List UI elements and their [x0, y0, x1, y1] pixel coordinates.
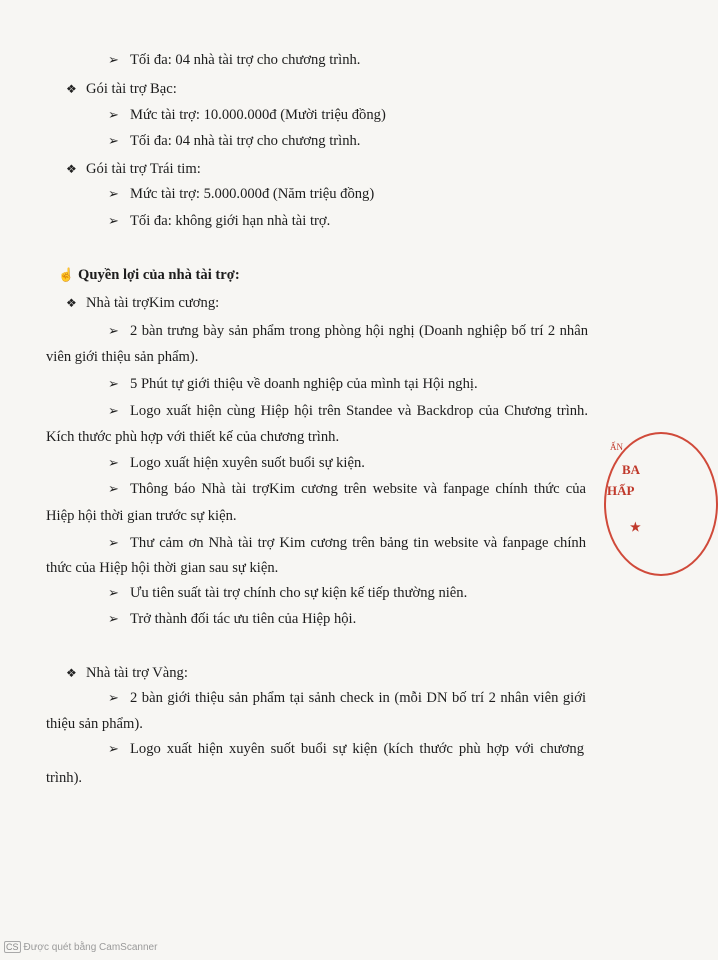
benefit-priority-sponsor: ➢ Ưu tiên suất tài trợ chính cho sự kiện kế tiếp thường niên. — [108, 585, 468, 601]
diamond-bullet-icon: ❖ — [66, 82, 77, 96]
pointing-hand-icon: ☝ — [58, 267, 75, 282]
arrow-bullet-icon: ➢ — [108, 455, 119, 470]
benefit-gold-tables: ➢ 2 bàn giới thiệu sản phẩm tại sảnh check in (mỗi DN bố trí 2 nhân viên giới — [108, 690, 586, 706]
diamond-bullet-icon: ❖ — [66, 162, 77, 176]
diamond-bullet-icon: ❖ — [66, 296, 77, 310]
arrow-bullet-icon: ➢ — [108, 52, 119, 67]
line-heart-max: ➢ Tối đa: không giới hạn nhà tài trợ. — [108, 213, 331, 229]
benefits-heading: ☝ Quyền lợi của nhà tài trợ: — [58, 267, 240, 283]
arrow-bullet-icon: ➢ — [108, 481, 119, 496]
seal-ring — [604, 432, 718, 576]
benefit-logo-standee-cont: Kích thước phù hợp với thiết kế của chương trình. — [46, 429, 340, 445]
arrow-bullet-icon: ➢ — [108, 376, 119, 391]
arrow-bullet-icon: ➢ — [108, 186, 119, 201]
arrow-bullet-icon: ➢ — [108, 107, 119, 122]
benefit-priority-partner: ➢ Trở thành đối tác ưu tiên của Hiệp hội. — [108, 611, 357, 627]
benefit-thank-you-cont: thức của Hiệp hội thời gian sau sự kiện. — [46, 560, 279, 576]
package-heart-heading: ❖ Gói tài trợ Trái tim: — [66, 161, 201, 177]
arrow-bullet-icon: ➢ — [108, 585, 119, 600]
package-silver-heading: ❖ Gói tài trợ Bạc: — [66, 81, 177, 97]
benefit-logo-standee: ➢ Logo xuất hiện cùng Hiệp hội trên Standee và Backdrop của Chương trình. — [108, 403, 588, 419]
benefit-gold-tables-cont: thiệu sản phẩm). — [46, 716, 143, 732]
diamond-bullet-icon: ❖ — [66, 666, 77, 680]
camscanner-watermark — [4, 941, 157, 953]
watermark-text: Được quét bằng CamScanner — [23, 942, 158, 953]
benefit-logo-event: ➢ Logo xuất hiện xuyên suốt buổi sự kiện. — [108, 455, 365, 471]
camscanner-logo-icon: CS — [6, 942, 19, 952]
seal-text-line2: HẤP — [607, 483, 635, 498]
arrow-bullet-icon: ➢ — [108, 403, 119, 418]
benefit-thank-you: ➢ Thư cảm ơn Nhà tài trợ Kim cương trên bảng tin website và fanpage chính — [108, 535, 586, 551]
benefit-gold-logo: ➢ Logo xuất hiện xuyên suốt buổi sự kiện (kích thước phù hợp với chương — [108, 741, 584, 757]
diamond-sponsor-heading: ❖ Nhà tài trợKim cương: — [66, 295, 220, 311]
line-silver-amount: ➢ Mức tài trợ: 10.000.000đ (Mười triệu đồng) — [108, 107, 386, 123]
seal-text-line1: BA — [622, 462, 641, 477]
arrow-bullet-icon: ➢ — [108, 133, 119, 148]
gold-sponsor-heading: ❖ Nhà tài trợ Vàng: — [66, 665, 188, 681]
benefit-gold-logo-cont: trình). — [46, 770, 83, 786]
arrow-bullet-icon: ➢ — [108, 611, 119, 626]
arrow-bullet-icon: ➢ — [108, 323, 119, 338]
seal-star-icon: ★ — [630, 520, 641, 534]
red-seal-stamp — [596, 432, 686, 572]
arrow-bullet-icon: ➢ — [108, 690, 119, 705]
arrow-bullet-icon: ➢ — [108, 741, 119, 756]
benefit-intro-minutes: ➢ 5 Phút tự giới thiệu về doanh nghiệp của mình tại Hội nghị. — [108, 376, 478, 392]
benefit-announcement: ➢ Thông báo Nhà tài trợKim cương trên website và fanpage chính thức của — [108, 481, 586, 497]
line-max-sponsors-2: ➢ Tối đa: 04 nhà tài trợ cho chương trình. — [108, 133, 361, 149]
benefit-display-tables-cont: viên giới thiệu sản phẩm). — [46, 349, 199, 365]
arrow-bullet-icon: ➢ — [108, 535, 119, 550]
benefit-announcement-cont: Hiệp hội thời gian trước sự kiện. — [46, 508, 237, 524]
line-heart-amount: ➢ Mức tài trợ: 5.000.000đ (Năm triệu đồng) — [108, 186, 375, 202]
arrow-bullet-icon: ➢ — [108, 213, 119, 228]
seal-text-top: ẤN — [610, 442, 623, 452]
line-max-sponsors-1: ➢ Tối đa: 04 nhà tài trợ cho chương trình. — [108, 52, 361, 68]
benefit-display-tables: ➢ 2 bàn trưng bày sản phẩm trong phòng hội nghị (Doanh nghiệp bố trí 2 nhân — [108, 323, 588, 339]
